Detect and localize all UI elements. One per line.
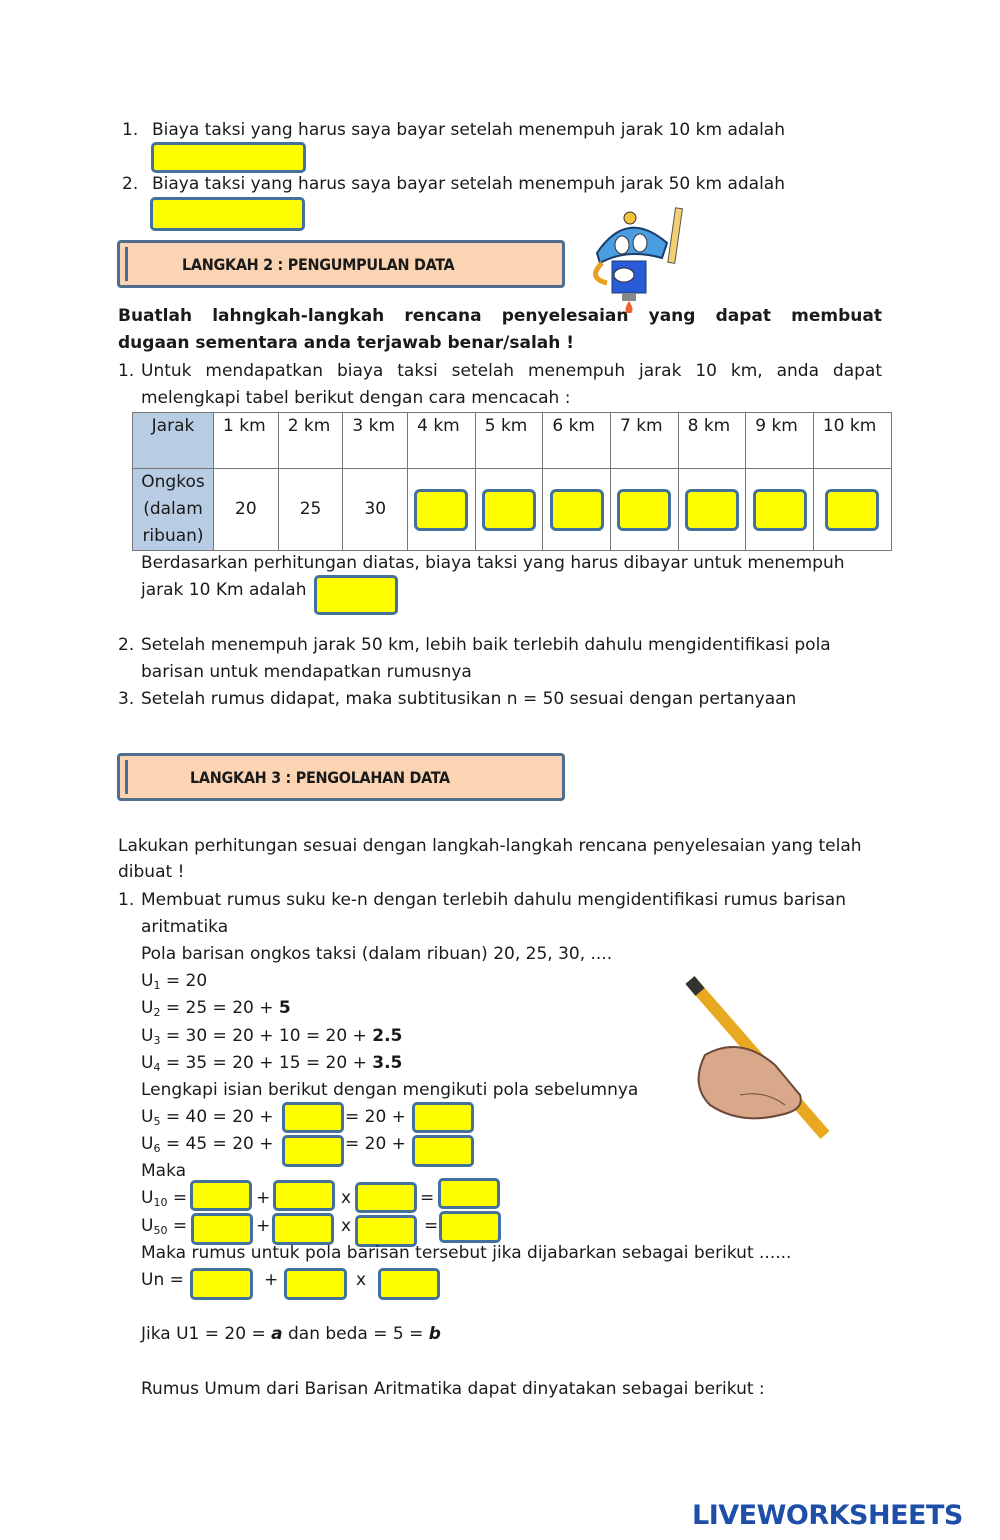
cost-cell: 20 [214, 469, 279, 551]
answer-box-u10-2[interactable] [273, 1180, 335, 1211]
u10-label: $U_{10}$ = [141, 1188, 188, 1209]
distance-cell: 4 km [408, 413, 476, 469]
answer-box-cost[interactable] [550, 489, 604, 531]
pola-text: Pola barisan ongkos taksi (dalam ribuan) 20, 25, 30, .... [141, 944, 613, 964]
distance-cell: 5 km [475, 413, 543, 469]
maka-text: Maka [141, 1161, 187, 1181]
list-number: 2. [118, 635, 135, 655]
u50-label: $U_{50}$ = [141, 1216, 188, 1237]
eq-text: = [424, 1216, 439, 1236]
answer-box-u5-b[interactable] [412, 1102, 474, 1133]
lengkapi-text: Lengkapi isian berikut dengan mengikuti pola sebelumnya [141, 1080, 639, 1100]
conclusion-line2: jarak 10 Km adalah [141, 580, 307, 600]
step3-intro-line2: dibuat ! [118, 862, 185, 882]
distance-cell: 6 km [543, 413, 611, 469]
cost-cell [475, 469, 543, 551]
step2-title: LANGKAH 2 : PENGUMPULAN DATA [182, 255, 455, 274]
step3-item1-line2: aritmatika [141, 917, 229, 937]
distance-cell: 9 km [746, 413, 814, 469]
distance-cell: 2 km [278, 413, 343, 469]
u5-label: $U_5 = 40 = 20$ + [141, 1107, 274, 1128]
list-number: 1. [118, 890, 135, 910]
un-label: Un = [141, 1270, 184, 1290]
list-number: 1. [118, 361, 135, 381]
question-1-text: Biaya taksi yang harus saya bayar setelah menempuh jarak 10 km adalah [152, 120, 785, 140]
answer-box-u10-4[interactable] [438, 1178, 500, 1209]
u3-line: $U_3 = 30 = 20 + 10 = 20 + 2.5$ [141, 1026, 403, 1047]
step3-item1-line1: Membuat rumus suku ke-n dengan terlebih dahulu mengidentifikasi rumus barisan [141, 890, 847, 910]
mascot-icon [582, 203, 692, 313]
row-header-jarak: Jarak [133, 413, 214, 469]
distance-cell: 7 km [610, 413, 678, 469]
cost-cell: 25 [278, 469, 343, 551]
u2-line: $U_2 = 25 = 20 + 5$ [141, 998, 291, 1019]
answer-box-cost[interactable] [825, 489, 879, 531]
step2-item3-line1: Setelah rumus didapat, maka subtitusikan n = 50 sesuai dengan pertanyaan [141, 689, 797, 709]
answer-box-u5-a[interactable] [282, 1102, 344, 1133]
rumus-umum-text: Rumus Umum dari Barisan Aritmatika dapat dinyatakan sebagai berikut : [141, 1379, 765, 1399]
plus-text: + [256, 1188, 271, 1208]
answer-box-u10-3[interactable] [355, 1182, 417, 1213]
eq-text: = 20 + [345, 1107, 406, 1127]
answer-box-u6-b[interactable] [412, 1135, 474, 1167]
step3-title: LANGKAH 3 : PENGOLAHAN DATA [190, 768, 450, 787]
row-header-ongkos: Ongkos (dalam ribuan) [133, 469, 214, 551]
distance-cell: 3 km [343, 413, 408, 469]
maka-rumus-text: Maka rumus untuk pola barisan tersebut jika dijabarkan sebagai berikut ...... [141, 1243, 792, 1263]
answer-box-cost[interactable] [482, 489, 536, 531]
u6-label: $U_6 = 45 = 20$ + [141, 1134, 274, 1155]
eq-text: = 20 + [345, 1134, 406, 1154]
cost-cell [678, 469, 746, 551]
jika-text: Jika U1 = 20 = a dan beda = 5 = b [141, 1324, 441, 1344]
cost-cell [813, 469, 891, 551]
distance-cell: 1 km [214, 413, 279, 469]
answer-box-cost[interactable] [617, 489, 671, 531]
times-text: x [356, 1270, 367, 1290]
list-number: 3. [118, 689, 135, 709]
answer-box-cost[interactable] [414, 489, 468, 531]
question-number: 2. [122, 174, 139, 194]
answer-box-q1[interactable] [151, 142, 306, 173]
step3-banner [117, 753, 565, 801]
answer-box-u10-1[interactable] [190, 1180, 252, 1211]
cost-cell [610, 469, 678, 551]
taxi-fare-table [132, 412, 892, 551]
distance-cell: 10 km [813, 413, 891, 469]
answer-box-un-2[interactable] [284, 1268, 347, 1300]
answer-box-u50-4[interactable] [439, 1211, 501, 1243]
cost-cell [408, 469, 476, 551]
conclusion-line1: Berdasarkan perhitungan diatas, biaya taksi yang harus dibayar untuk menempuh [141, 553, 845, 573]
step3-intro-line1: Lakukan perhitungan sesuai dengan langkah-langkah rencana penyelesaian yang telah [118, 836, 862, 856]
u4-line: $U_4 = 35 = 20 + 15 = 20 + 3.5$ [141, 1053, 403, 1074]
step2-item2-line2: barisan untuk mendapatkan rumusnya [141, 662, 472, 682]
times-text: x [341, 1216, 352, 1236]
question-number: 1. [122, 120, 139, 140]
plus-text: + [256, 1216, 271, 1236]
answer-box-cost[interactable] [753, 489, 807, 531]
eq-text: = [420, 1188, 435, 1208]
answer-box-un-1[interactable] [190, 1268, 253, 1300]
answer-box-fare-10km[interactable] [314, 575, 398, 615]
times-text: x [341, 1188, 352, 1208]
answer-box-u6-a[interactable] [282, 1135, 344, 1167]
answer-box-q2[interactable] [150, 197, 305, 231]
liveworksheets-logo: LIVEWORKSHEETS [692, 1500, 963, 1531]
plus-text: + [264, 1270, 279, 1290]
step2-item2-line1: Setelah menempuh jarak 50 km, lebih baik terlebih dahulu mengidentifikasi pola [141, 635, 831, 655]
question-2-text: Biaya taksi yang harus saya bayar setelah menempuh jarak 50 km adalah [152, 174, 785, 194]
answer-box-un-3[interactable] [378, 1268, 440, 1300]
step2-item1-line1: Untuk mendapatkan biaya taksi setelah menempuh jarak 10 km, anda dapat [141, 361, 882, 381]
distance-cell: 8 km [678, 413, 746, 469]
step2-intro-line2: dugaan sementara anda terjawab benar/salah ! [118, 333, 575, 353]
cost-cell: 30 [343, 469, 408, 551]
u1-line: $U_1 = 20$ [141, 971, 208, 992]
step2-intro-line1: Buatlah lahngkah-langkah rencana penyelesaian yang dapat membuat [118, 306, 882, 326]
step2-banner [117, 240, 565, 288]
hand-pencil-icon [680, 965, 840, 1155]
step2-item1-line2: melengkapi tabel berikut dengan cara mencacah : [141, 388, 571, 408]
cost-cell [746, 469, 814, 551]
cost-cell [543, 469, 611, 551]
answer-box-cost[interactable] [685, 489, 739, 531]
